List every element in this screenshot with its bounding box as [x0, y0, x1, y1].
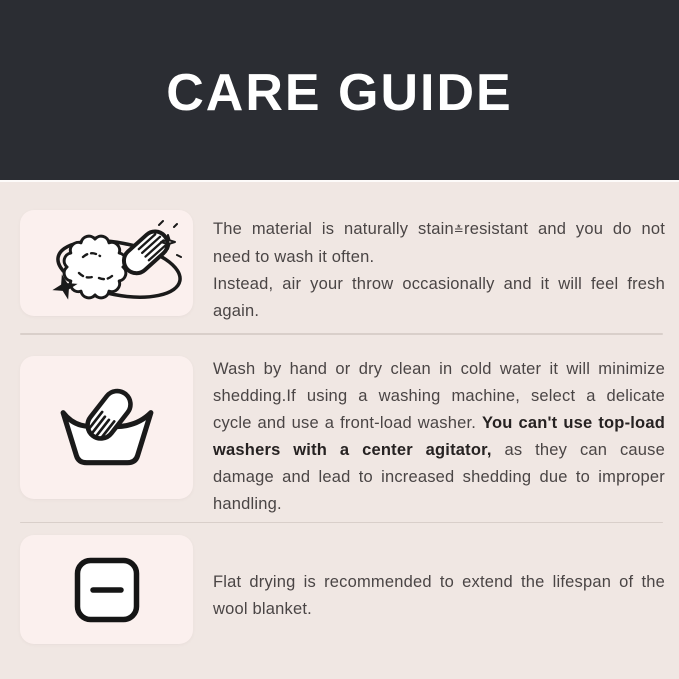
- text-run: The material is naturally stain: [213, 220, 454, 238]
- section-stain-resistant: [20, 210, 665, 325]
- bold-warning-text: You can't use top-load washers with a center agitator,: [213, 413, 665, 459]
- icon-card-stain-resistant: [20, 210, 193, 316]
- text-run: resistant and you do not need to wash it often.: [213, 220, 665, 266]
- stain-resistant-icon: [31, 215, 183, 311]
- section-text-flat-dry: [213, 535, 665, 623]
- page-title: CARE GUIDE: [166, 64, 513, 122]
- divider: [20, 522, 663, 524]
- flat-dry-icon: [72, 555, 142, 625]
- paragraph: Flat drying is recommended to extend the lifespan of the wool blanket.: [213, 573, 665, 618]
- star-equals-glyph: ≛: [453, 223, 465, 237]
- icon-card-hand-wash: [20, 356, 193, 499]
- section-text-stain-resistant: [213, 210, 665, 325]
- paragraph: Instead, air your throw occasionally and it will feel fresh again.: [213, 275, 665, 320]
- paragraph: [213, 216, 665, 271]
- section-flat-dry: [20, 535, 665, 644]
- section-hand-wash: [20, 356, 665, 518]
- section-text-hand-wash: [213, 356, 665, 518]
- hand-wash-icon: [56, 384, 158, 470]
- divider: [20, 333, 663, 335]
- header: [0, 0, 679, 182]
- icon-card-flat-dry: [20, 535, 193, 644]
- text-run: Wash by hand or dry clean in cold water it will minimize shedding.If using a washing machine, select a delicate cycle and use a front-load washer.: [213, 359, 665, 432]
- content: [0, 182, 679, 644]
- text-run: as they can cause damage and lead to increased shedding due to improper handling.: [213, 440, 666, 513]
- paragraph: [213, 356, 665, 518]
